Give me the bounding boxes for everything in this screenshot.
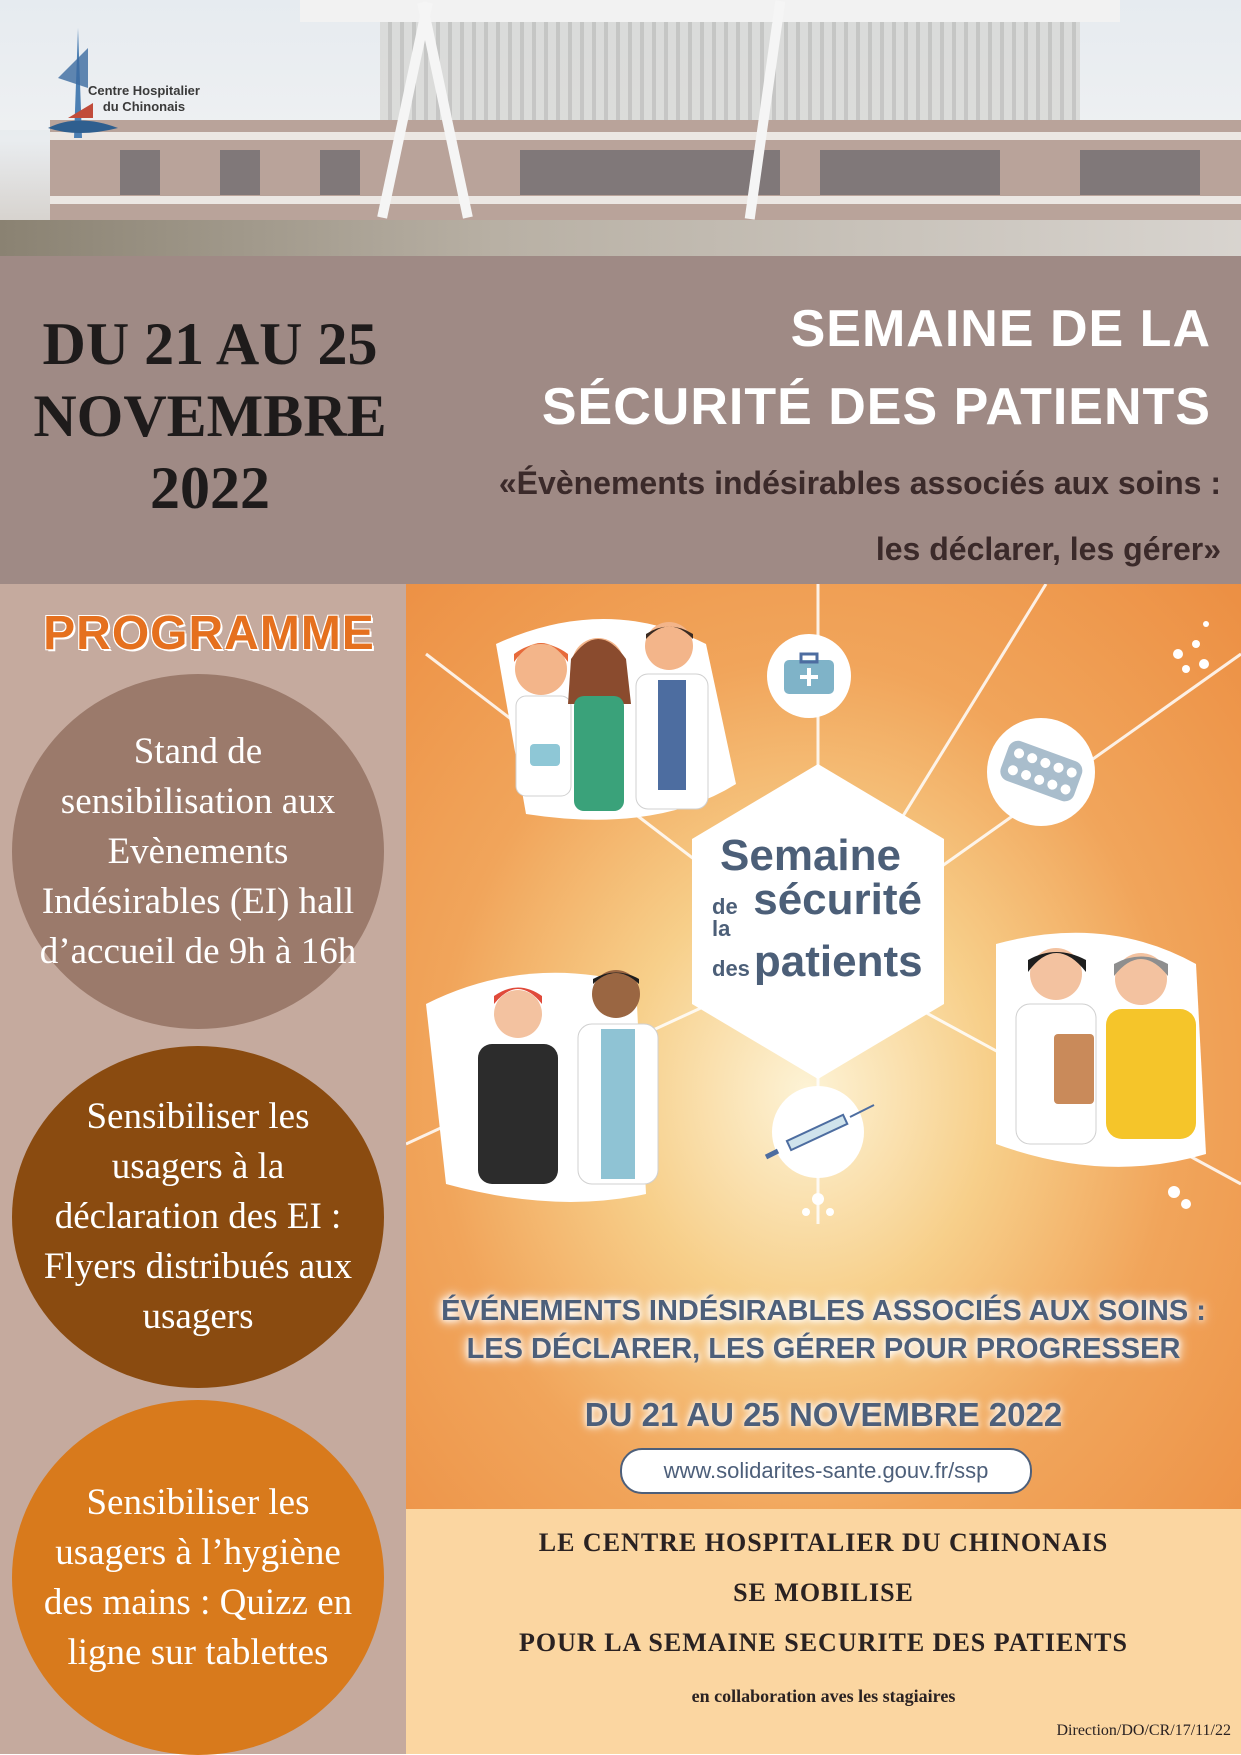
footer-line: SE MOBILISE: [733, 1578, 914, 1607]
facade-stripe: [50, 132, 1241, 140]
campaign-logo-small: des: [712, 956, 750, 981]
event-subtitle: [321, 450, 1221, 582]
medical-bag-icon: [767, 634, 851, 718]
title-line: SÉCURITÉ DES PATIENTS: [541, 378, 1211, 436]
logo-line: Centre Hospitalier: [88, 83, 200, 98]
programme-item-text: Sensibiliser les usagers à la déclaration des EI : Flyers distribués aux usagers: [43, 1096, 353, 1337]
campaign-logo-small: de la: [712, 894, 738, 941]
subtitle-line: «Évènements indésirables associés aux soins :: [498, 465, 1221, 501]
logo-line: du Chinonais: [102, 99, 186, 114]
dates-line: NOVEMBRE: [33, 383, 387, 449]
programme-item-quizz: [12, 1400, 384, 1755]
footer-line: LE CENTRE HOSPITALIER DU CHINONAIS: [538, 1528, 1109, 1557]
hospital-logo-text: [88, 83, 200, 115]
programme-item-stand: [12, 674, 384, 1029]
poster-date: DU 21 AU 25 NOVEMBRE 2022: [584, 1396, 1063, 1433]
dates-line: 2022: [150, 455, 270, 521]
document-reference: Direction/DO/CR/17/11/22: [1056, 1722, 1231, 1739]
campaign-poster: [406, 584, 1241, 1509]
poster-headline: [406, 1292, 1241, 1368]
footer-line: POUR LA SEMAINE SECURITE DES PATIENTS: [519, 1628, 1128, 1657]
programme-item-text: Sensibiliser les usagers à l’hygiène des mains : Quizz en ligne sur tablettes: [43, 1481, 353, 1673]
window: [820, 150, 1000, 195]
subtitle-line: les déclarer, les gérer»: [875, 531, 1221, 567]
campaign-logo-word: patients: [753, 937, 923, 986]
programme-item-text: Stand de sensibilisation aux Evènements Indésirables (EI) hall d’accueil de 9h à 16h: [39, 730, 357, 972]
programme-heading: PROGRAMME: [43, 607, 375, 660]
title-line: SEMAINE DE LA: [790, 300, 1211, 358]
campaign-logo-row: [712, 937, 923, 986]
ground: [0, 220, 1241, 256]
dates-line: DU 21 AU 25: [42, 311, 378, 377]
campaign-logo-word: sécurité: [753, 875, 922, 924]
poster-headline-line: ÉVÉNEMENTS INDÉSIRABLES ASSOCIÉS AUX SOINS :: [441, 1295, 1206, 1327]
poster-illustration: [406, 584, 1241, 1509]
pill-blister-icon: [987, 718, 1095, 826]
poster-url-link[interactable]: www.solidarites-sante.gouv.fr/ssp: [620, 1448, 1032, 1494]
campaign-logo-word: Semaine: [720, 831, 901, 880]
campaign-logo-row: [712, 875, 922, 941]
event-title: [391, 290, 1211, 446]
window: [320, 150, 360, 195]
campaign-logo: [712, 831, 923, 986]
syringe-icon: [766, 1086, 874, 1178]
programme-item-flyers: [12, 1046, 384, 1388]
window: [520, 150, 780, 195]
hospital-photo: [0, 0, 1241, 256]
footer-collaboration: en collaboration aves les stagiaires: [691, 1686, 956, 1706]
facade-stripe: [50, 196, 1241, 204]
poster-headline-line: LES DÉCLARER, LES GÉRER POUR PROGRESSER: [466, 1333, 1181, 1365]
window: [1080, 150, 1200, 195]
